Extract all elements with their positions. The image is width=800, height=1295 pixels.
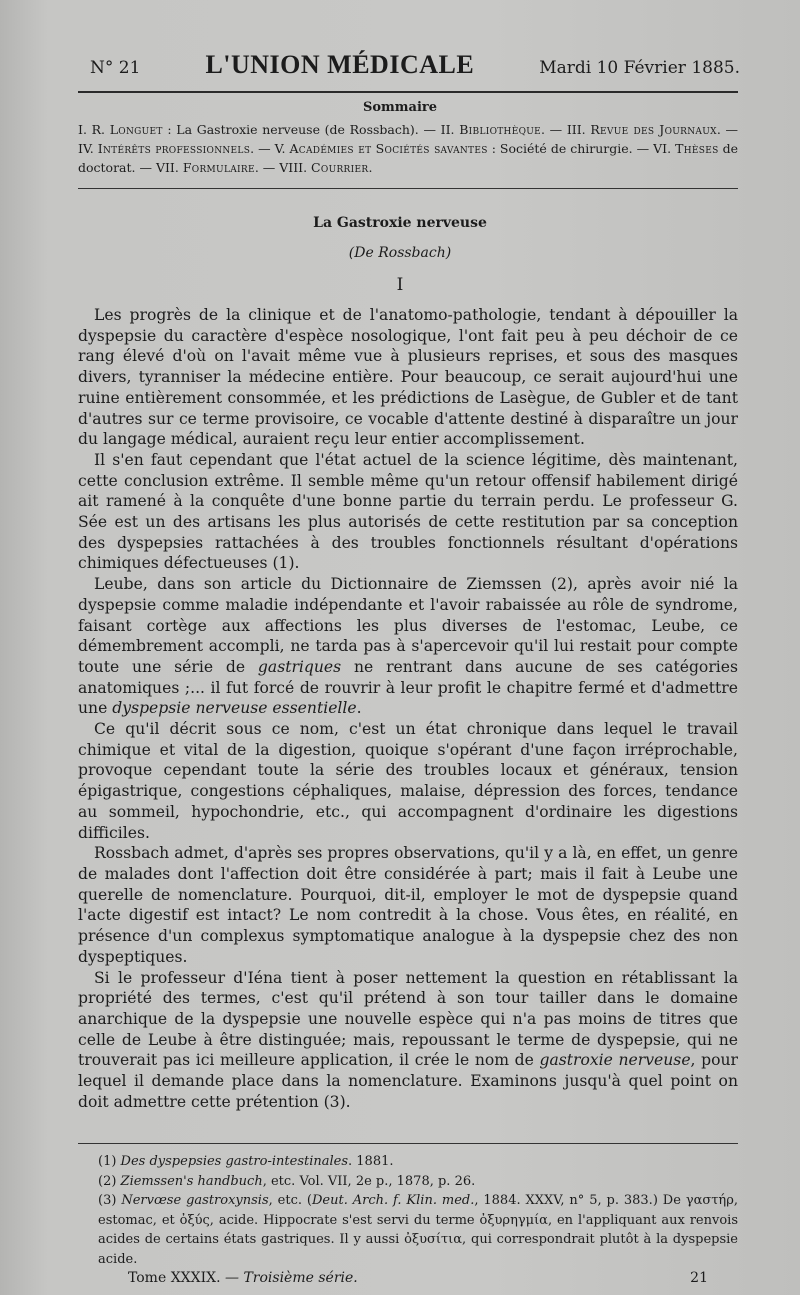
footnote	[98, 1191, 738, 1269]
summary-run: de doctorat. — VII.	[78, 141, 738, 175]
section-number: I	[396, 275, 404, 295]
text-run: Si le professeur d'Iéna tient à poser nettement la question en rétablissant la propriété des termes, c'est qu'il prétend à son tour tailler dans le domaine anarchique de la dyspepsie une nouvelle espèce qui n'a pas moins de titres que celle de Leube à être distinguée; mais, repoussant le terme de dyspepsie, qui ne trouverait pas ici meilleure application, il crée le nom de	[78, 968, 738, 1070]
footnotes	[98, 1152, 738, 1269]
article-title: La Gastroxie nerveuse	[313, 215, 487, 231]
journal-title: L'UNION MÉDICALE	[205, 50, 475, 79]
italic-run: gastriques	[257, 657, 342, 676]
summary-run: . — V.	[250, 141, 290, 156]
text-run: Ce qu'il décrit sous ce nom, c'est un état chronique dans lequel le travail chimique et vital de la digestion, quoique s'opérant d'une façon irréprochable, provoque cependant toute la série des troubles locaux et généraux, tension épigastrique, congestions céphaliques, malaise, dépression des forces, tendance au sommeil, hypochondrie, etc., qui accompagnent d'ordinaire les digestions difficiles.	[78, 720, 738, 842]
article-paragraph	[78, 450, 738, 574]
text-run: (2)	[98, 1173, 121, 1189]
text-run: Leube, dans son article du Dictionnaire de Ziemssen (2), après avoir nié la dyspepsie comme maladie indépendante et l'avoir rabaissée au rôle de syndrome, faisant cortège aux affections les plus diverses de l'estomac, Leube, ce démembrement accompli, ne tarda pas à s'apercevoir qu'il lui restait pour compte toute une série de	[78, 575, 738, 676]
header-rule	[78, 91, 738, 93]
page-footer	[128, 1270, 708, 1286]
text-run: Il s'en faut cependant que l'état actuel de la science légitime, dès maintenant, cette conclusion extrême. Il semble même qu'un retour offensif habilement dirigé ait ramené à la conquête d'une bonne partie du terrain perdu. Le professeur G. Sée est un des artisans les plus autorisés de cette restitution par sa conception des dyspepsies rattachées à des troubles fonctionnels résultant d'opérations chimiques défectueuses (1).	[78, 450, 738, 573]
page-number: 21	[690, 1270, 708, 1286]
text-run: , pour lequel il demande place dans la nomenclature. Examinons jusqu'à quel point on doit admettre cette prétention (3).	[78, 1051, 738, 1111]
summary-section-name: Académies et Sociétés savantes	[289, 141, 488, 156]
text-run: , 1884. XXXV, n° 5, p. 383.) De γαστήρ, estomac, et ὀξύς, acide. Hippocrate s'est servi du terme ὀξυρηγμία, en l'appliquant aux renvois acides de certains états gastriques. Il y aussi ὀξυσίτια, qui correspondrait plutôt à la dyspepsie acide.	[98, 1193, 738, 1267]
text-run: Rossbach admet, d'après ses propres observations, qu'il y a là, en effet, un genre de malades dont l'affection doit être considérée à part; mais il fait à Leube une querelle de nomenclature. Pourquoi, dit-il, employer le mot de dyspepsie quand l'acte digestif est intact? Le nom contredit à la chose. Vous êtes, en réalité, en présence d'un complexus symptomatique analogue à la dyspepsie chez des non dyspeptiques.	[78, 844, 738, 966]
summary-run: .	[368, 160, 373, 175]
summary-section-name: Revue des Journaux	[590, 122, 717, 137]
summary-heading: Sommaire	[362, 100, 438, 115]
volume-label: Tome XXXIX.	[128, 1270, 221, 1286]
series-label: — Troisième série.	[225, 1270, 358, 1286]
footnote	[98, 1172, 738, 1192]
text-run: , etc. Vol. VII, 2e p., 1878, p. 26.	[262, 1173, 476, 1189]
italic-run: gastroxie nerveuse	[539, 1051, 691, 1070]
article-paragraph	[78, 843, 738, 967]
summary-section-name: Formulaire	[182, 160, 255, 175]
article-subtitle: (De Rossbach)	[348, 245, 452, 261]
text-run: , etc. (	[268, 1193, 312, 1208]
text-run: (3)	[98, 1193, 122, 1208]
footnote-rule	[78, 1143, 738, 1144]
summary-run: : Société de chirurgie. — VI.	[487, 141, 676, 156]
text-run: ne rentrant dans aucune de ses catégories anatomiques ;... il fut forcé de rouvrir à leur profit le chapitre fermé et d'admettre une	[78, 657, 738, 718]
italic-run: dyspepsie nerveuse essentielle	[112, 699, 357, 718]
summary-run: : La Gastroxie nerveuse (de Rossbach). — II.	[162, 122, 460, 137]
italic-run: Deut. Arch. f. Klin. med.	[312, 1193, 475, 1208]
summary-section-name: Intérêts professionnels	[97, 141, 251, 156]
summary-run: . — IV.	[78, 122, 738, 156]
page-header	[90, 50, 740, 86]
summary-text	[78, 120, 738, 177]
article-paragraph	[78, 968, 738, 1113]
text-run: . 1881.	[348, 1154, 394, 1169]
volume-info	[128, 1270, 358, 1286]
article-paragraph	[78, 305, 738, 450]
summary-section-name: Courrier	[311, 160, 369, 175]
summary-section-name: Bibliothèque	[459, 122, 542, 137]
article-paragraph	[78, 719, 738, 843]
issue-date: Mardi 10 Février 1885.	[539, 58, 740, 78]
article-body	[78, 305, 738, 1135]
article-paragraph	[78, 574, 738, 719]
italic-run: Ziemssen's handbuch	[120, 1173, 263, 1189]
text-run: Les progrès de la clinique et de l'anatomo-pathologie, tendant à dépouiller la dyspepsie du caractère d'espèce nosologique, l'ont fait peu à peu déchoir de ce rang élevé d'où on l'avait même vue à plusieurs reprises, et sous des masques divers, tyranniser la médecine entière. Pour beaucoup, ce serait aujourd'hui une ruine entièrement consommée, et les prédictions de Lasègue, de Gubler et de tant d'autres sur ce terme provisoire, ce vocable d'attente destiné à disparaître un jour du langage médical, auraient reçu leur entier accomplissement.	[78, 306, 738, 449]
summary-section-name: Thèses	[675, 141, 719, 156]
italic-run: Des dyspepsies gastro-intestinales	[120, 1154, 349, 1169]
text-run: (1)	[98, 1154, 121, 1169]
summary-run: . — III.	[541, 122, 591, 137]
issue-number: N° 21	[90, 58, 141, 78]
summary-section-name: Longuet	[109, 122, 163, 137]
italic-run: Nervœse gastroxynsis	[121, 1193, 269, 1208]
footnote	[98, 1152, 738, 1172]
summary-run: . — VIII.	[254, 160, 312, 175]
text-run: .	[356, 699, 362, 718]
summary-rule	[78, 188, 738, 189]
summary-run: I. R.	[78, 122, 110, 137]
